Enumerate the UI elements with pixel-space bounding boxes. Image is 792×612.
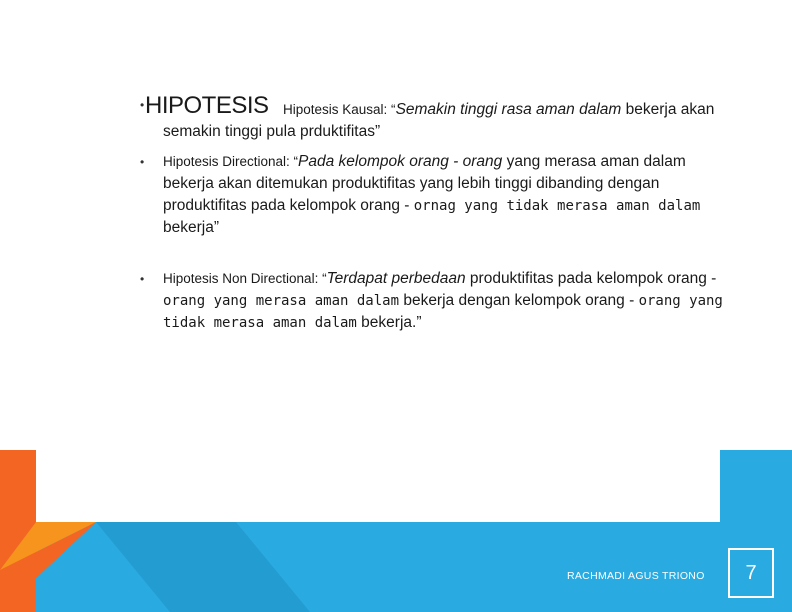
hypothesis-causal xyxy=(163,99,723,143)
content-card xyxy=(36,0,720,522)
bullet-1: • xyxy=(140,98,145,112)
footer-author: RACHMADI AGUS TRIONO xyxy=(567,570,705,582)
item-text: Terdapat perbedaan xyxy=(326,270,466,287)
item-text: orang yang tidak merasa aman dalam xyxy=(163,293,723,331)
item-text: bekerja.” xyxy=(356,314,422,331)
item-text: Semakin tinggi rasa aman dalam xyxy=(395,101,622,118)
item-text: bekerja dengan kelompok orang - xyxy=(399,292,639,309)
item-label: Hipotesis Non Directional: “ xyxy=(163,271,327,286)
item-text: produktifitas pada kelompok orang - xyxy=(465,270,717,287)
hypothesis-non-directional xyxy=(163,268,723,334)
slide-heading: HIPOTESIS xyxy=(145,92,269,119)
item-text: yang merasa aman dalam bekerja akan ditemukan produktifitas yang lebih tinggi dibanding dengan produktifitas pada kelompok orang - xyxy=(163,153,686,214)
hypothesis-directional xyxy=(163,151,723,239)
dark-blue-triangle xyxy=(96,522,310,612)
page-number: 7 xyxy=(728,548,774,598)
item-text: ornag yang tidak merasa aman dalam xyxy=(413,198,701,214)
item-label: Hipotesis Kausal: “ xyxy=(283,102,396,117)
item-text: bekerja akan semakin tinggi pula prduktifitas” xyxy=(163,101,715,140)
bullet-3: • xyxy=(140,272,145,286)
item-text: Pada kelompok orang - orang xyxy=(298,153,503,170)
bullet-2: • xyxy=(140,155,145,169)
item-text: bekerja” xyxy=(163,219,219,236)
item-text: orang yang merasa aman dalam xyxy=(163,293,400,309)
item-label: Hipotesis Directional: “ xyxy=(163,154,299,169)
